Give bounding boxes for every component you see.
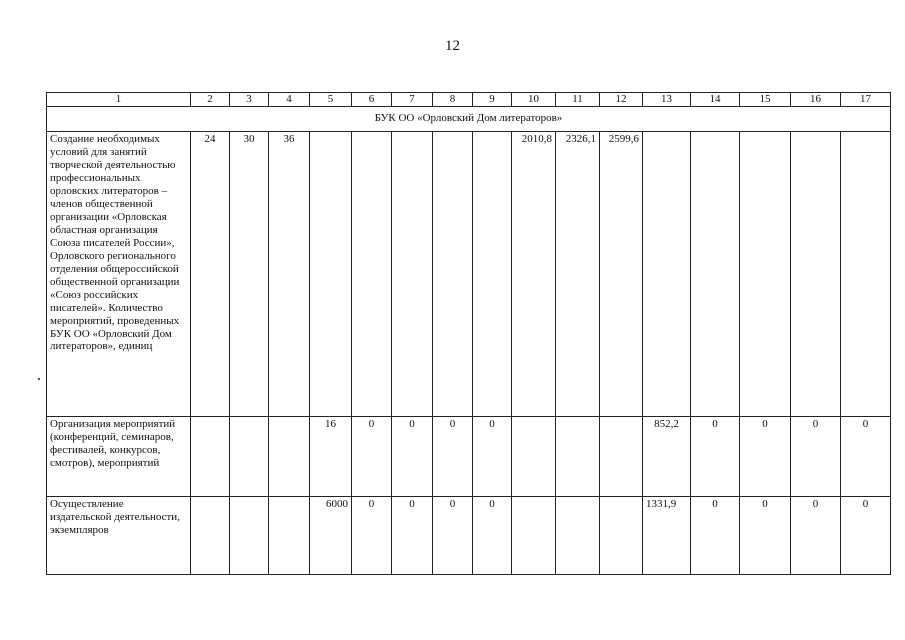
column-number-cell: 17 [841,93,891,107]
value-cell [392,131,433,416]
value-cell: 0 [433,416,473,496]
column-number-cell: 13 [643,93,691,107]
value-cell [556,496,600,574]
value-cell [473,131,512,416]
value-cell: 0 [841,416,891,496]
column-number-cell: 4 [269,93,310,107]
value-cell: 2010,8 [512,131,556,416]
value-cell: 0 [691,496,740,574]
value-cell [791,131,841,416]
value-cell: 0 [433,496,473,574]
column-number-row [47,93,891,107]
value-cell: 2326,1 [556,131,600,416]
column-number-cell: 5 [310,93,352,107]
value-cell [512,496,556,574]
column-number-cell: 12 [600,93,643,107]
value-cell: 6000 [310,496,352,574]
column-number-cell: 9 [473,93,512,107]
value-cell [433,131,473,416]
table-row [47,496,891,574]
scan-speck [38,378,40,380]
column-number-cell: 16 [791,93,841,107]
value-cell [600,496,643,574]
table-row [47,416,891,496]
organization-name: БУК ОО «Орловский Дом литераторов» [47,106,891,131]
column-number-cell: 11 [556,93,600,107]
value-cell: 30 [230,131,269,416]
organization-row [47,106,891,131]
column-number-cell: 10 [512,93,556,107]
row-description: Создание необходимых условий для занятий творческой деятельностью профессиональных орловских литераторов – членов общественной организации «Орловская областная организация Союза писателей России», Орловского регионального отделения общероссийской общественной организации «Союз российских писателей». Количество мероприятий, проведенных БУК ОО «Орловский Дом литераторов», единиц [47,131,191,416]
value-cell [352,131,392,416]
value-cell: 0 [841,496,891,574]
value-cell: 0 [791,416,841,496]
column-number-cell: 3 [230,93,269,107]
column-number-cell: 15 [740,93,791,107]
value-cell [230,496,269,574]
column-number-cell: 6 [352,93,392,107]
value-cell [512,416,556,496]
value-cell [269,496,310,574]
value-cell [230,416,269,496]
table-row [47,131,891,416]
value-cell: 852,2 [643,416,691,496]
value-cell: 0 [392,496,433,574]
row-description: Организация мероприятий (конференций, семинаров, фестивалей, конкурсов, смотров), мероприятий [47,416,191,496]
value-cell: 0 [791,496,841,574]
value-cell [691,131,740,416]
value-cell: 2599,6 [600,131,643,416]
value-cell: 0 [740,496,791,574]
value-cell [191,416,230,496]
indicators-table [46,92,891,575]
column-number-cell: 2 [191,93,230,107]
value-cell: 0 [691,416,740,496]
column-number-cell: 1 [47,93,191,107]
column-number-cell: 14 [691,93,740,107]
value-cell: 0 [740,416,791,496]
value-cell: 24 [191,131,230,416]
page-number: 12 [445,38,460,54]
value-cell [643,131,691,416]
value-cell: 0 [392,416,433,496]
row-description: Осуществление издательской деятельности, экземпляров [47,496,191,574]
value-cell: 36 [269,131,310,416]
value-cell: 16 [310,416,352,496]
column-number-cell: 8 [433,93,473,107]
value-cell: 0 [352,416,392,496]
value-cell [556,416,600,496]
value-cell [600,416,643,496]
value-cell: 0 [352,496,392,574]
value-cell [269,416,310,496]
column-number-cell: 7 [392,93,433,107]
value-cell [841,131,891,416]
value-cell: 1331,9 [643,496,691,574]
value-cell: 0 [473,416,512,496]
value-cell: 0 [473,496,512,574]
value-cell [191,496,230,574]
value-cell [310,131,352,416]
value-cell [740,131,791,416]
